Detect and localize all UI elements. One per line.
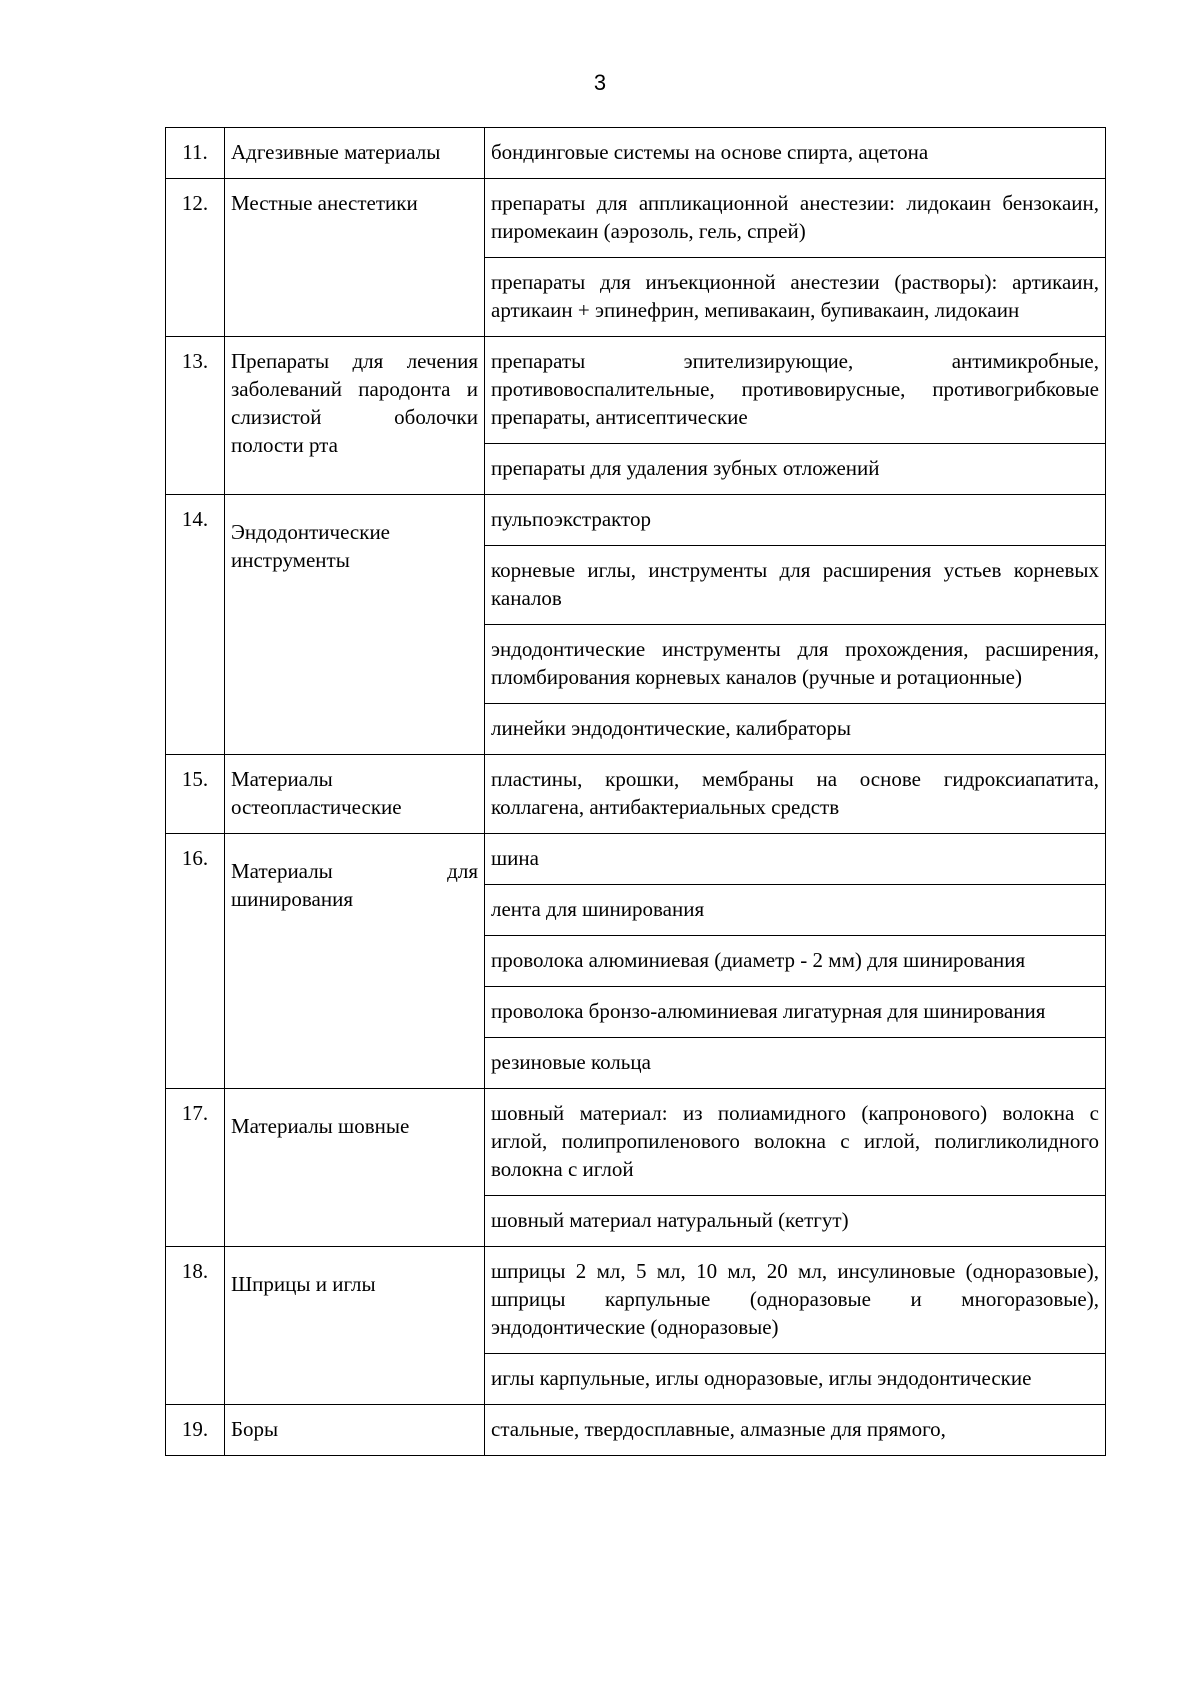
- row-item: лента для шинирования: [485, 885, 1106, 936]
- table-row: [166, 495, 1106, 546]
- row-item: иглы карпульные, иглы одноразовые, иглы эндодонтические: [485, 1354, 1106, 1405]
- table-row: [166, 834, 1106, 885]
- row-item: резиновые кольца: [485, 1038, 1106, 1089]
- table-row: [166, 337, 1106, 444]
- table-row: [166, 1247, 1106, 1354]
- row-item: пластины, крошки, мембраны на основе гидроксиапатита, коллагена, антибактериальных средств: [485, 755, 1106, 834]
- row-item: препараты для аппликационной анестезии: лидокаин бензокаин, пиромекаин (аэрозоль, гель, спрей): [485, 179, 1106, 258]
- row-category: Материалы шовные: [225, 1089, 485, 1247]
- row-category: Местные анестетики: [225, 179, 485, 337]
- table-row: [166, 179, 1106, 258]
- row-category: Боры: [225, 1405, 485, 1456]
- row-item: проволока бронзо-алюминиевая лигатурная для шинирования: [485, 987, 1106, 1038]
- row-category: Материалы остеопластические: [225, 755, 485, 834]
- row-category: Препараты для лечения заболеваний пародонта и слизистой оболочки полости рта: [225, 337, 485, 495]
- row-category: Эндодонтические инструменты: [225, 495, 485, 755]
- row-item: шовный материал: из полиамидного (капронового) волокна с иглой, полипропиленового волокна с иглой, полигликолидного волокна с иглой: [485, 1089, 1106, 1196]
- row-number: 19.: [166, 1405, 225, 1456]
- page-number: 3: [593, 70, 607, 95]
- equipment-table: [165, 127, 1106, 1456]
- row-number: 12.: [166, 179, 225, 337]
- row-number: 17.: [166, 1089, 225, 1247]
- row-category: Материалы для шинирования: [225, 834, 485, 1089]
- row-category: Шприцы и иглы: [225, 1247, 485, 1405]
- row-item: шина: [485, 834, 1106, 885]
- row-number: 15.: [166, 755, 225, 834]
- table-row: [166, 755, 1106, 834]
- row-number: 13.: [166, 337, 225, 495]
- row-item: стальные, твердосплавные, алмазные для прямого,: [485, 1405, 1106, 1456]
- table-row: [166, 1405, 1106, 1456]
- table-row: [166, 1089, 1106, 1196]
- row-number: 11.: [166, 128, 225, 179]
- row-item: препараты для удаления зубных отложений: [485, 444, 1106, 495]
- row-category: Адгезивные материалы: [225, 128, 485, 179]
- row-item: эндодонтические инструменты для прохождения, расширения, пломбирования корневых каналов (ручные и ротационные): [485, 625, 1106, 704]
- row-item: проволока алюминиевая (диаметр - 2 мм) для шинирования: [485, 936, 1106, 987]
- row-item: линейки эндодонтические, калибраторы: [485, 704, 1106, 755]
- table-row: [166, 128, 1106, 179]
- row-number: 18.: [166, 1247, 225, 1405]
- row-item: препараты эпителизирующие, антимикробные, противовоспалительные, противовирусные, противогрибковые препараты, антисептические: [485, 337, 1106, 444]
- row-item: бондинговые системы на основе спирта, ацетона: [485, 128, 1106, 179]
- row-item: препараты для инъекционной анестезии (растворы): артикаин, артикаин + эпинефрин, мепивакаин, бупивакаин, лидокаин: [485, 258, 1106, 337]
- row-item: корневые иглы, инструменты для расширения устьев корневых каналов: [485, 546, 1106, 625]
- row-item: шприцы 2 мл, 5 мл, 10 мл, 20 мл, инсулиновые (одноразовые), шприцы карпульные (одноразовые и многоразовые), эндодонтические (одноразовые): [485, 1247, 1106, 1354]
- row-number: 14.: [166, 495, 225, 755]
- row-number: 16.: [166, 834, 225, 1089]
- row-item: шовный материал натуральный (кетгут): [485, 1196, 1106, 1247]
- row-item: пульпоэкстрактор: [485, 495, 1106, 546]
